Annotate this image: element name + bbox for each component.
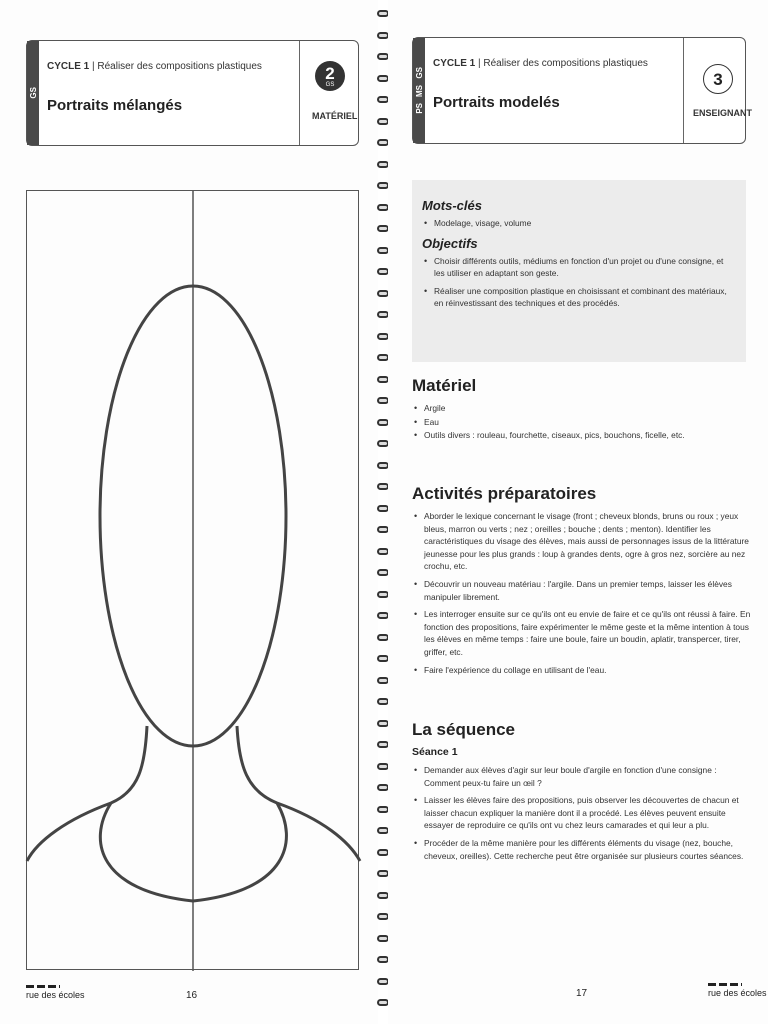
list-item: • Laisser les élèves faire des propositions, puis observer les découvertes de chacun et laisser chacun expliquer la manière dont il a procédé. Les élèves peuvent ensuite essayer de reproduire ce qu'ils ont vu chez leurs camarades et qui leur a plu. bbox=[412, 794, 752, 832]
list-item: • Outils divers : rouleau, fourchette, ciseaux, pics, bouchons, ficelle, etc. bbox=[412, 429, 752, 442]
header-divider bbox=[299, 41, 300, 145]
activities-section bbox=[412, 484, 752, 681]
right-page bbox=[388, 0, 768, 1024]
header-divider bbox=[683, 38, 684, 143]
cycle-domain: | Réaliser des compositions plastiques bbox=[475, 58, 648, 69]
sheet-title: Portraits mélangés bbox=[47, 97, 183, 114]
cycle-label bbox=[47, 61, 262, 72]
footer-brand-logo: rue des écoles bbox=[26, 985, 85, 1000]
neck-shoulder-right bbox=[237, 726, 360, 861]
level-band bbox=[27, 41, 39, 145]
list-item: • Eau bbox=[412, 416, 752, 429]
keywords-section bbox=[422, 198, 736, 230]
sheet-number: 3 bbox=[713, 69, 723, 89]
sheet-type: ENSEIGNANT bbox=[693, 108, 753, 118]
session-heading: Séance 1 bbox=[412, 746, 458, 758]
cycle-name: CYCLE 1 bbox=[433, 58, 476, 69]
list-item: • Choisir différents outils, médiums en fonction d'un projet ou d'une consigne, et les utiliser en adaptant son geste. bbox=[422, 255, 736, 280]
sequence-section bbox=[412, 720, 752, 867]
level-label: MS bbox=[414, 84, 424, 97]
level-band bbox=[413, 38, 425, 143]
list-item: • Les interroger ensuite sur ce qu'ils ont eu envie de faire et ce qu'ils ont réussi à faire. En fonction des propositions, faire expérimenter le même geste et la même intention à tous les élèves en même temps : faire une boule, faire un boudin, aplatir, transpercer, tirer, griffer, etc. bbox=[412, 608, 752, 658]
keywords-objectives-box bbox=[412, 180, 746, 362]
list-item: • Procéder de la même manière pour les différents éléments du visage (nez, bouche, cheveux, oreilles). Cette recherche peut être organisée sur plusieurs courtes séances. bbox=[412, 837, 752, 862]
sheet-title: Portraits modelés bbox=[433, 94, 560, 111]
neck-shoulder-left bbox=[27, 726, 147, 861]
list-item: • Faire l'expérience du collage en utilisant de l'eau. bbox=[412, 664, 752, 677]
list-item: • Demander aux élèves d'agir sur leur boule d'argile en fonction d'une consigne : Comment peux-tu faire un œil ? bbox=[412, 764, 752, 789]
sheet-number-badge bbox=[315, 61, 345, 91]
portrait-template-frame bbox=[26, 190, 359, 970]
sheet-type: MATÉRIEL bbox=[312, 111, 358, 121]
footer-brand-logo: rue des écoles bbox=[708, 983, 767, 998]
list-item: • Réaliser une composition plastique en choisissant et combinant des matériaux, en réinvestissant des techniques et des procédés. bbox=[422, 285, 736, 310]
page-number: 17 bbox=[576, 988, 588, 999]
activities-heading: Activités préparatoires bbox=[412, 484, 597, 503]
page-number: 16 bbox=[186, 990, 198, 1001]
objectives-section bbox=[422, 236, 736, 310]
sheet-number-badge bbox=[703, 64, 733, 94]
sheet-level: GS bbox=[325, 81, 335, 88]
right-header bbox=[412, 37, 753, 144]
left-page bbox=[0, 0, 378, 1024]
list-item: • Argile bbox=[412, 402, 752, 415]
level-label: PS bbox=[414, 102, 424, 114]
list-item: • Découvrir un nouveau matériau : l'argile. Dans un premier temps, laisser les élèves manipuler librement. bbox=[412, 578, 752, 603]
cycle-label bbox=[433, 58, 648, 69]
portrait-outline-drawing bbox=[27, 191, 360, 971]
objectives-heading: Objectifs bbox=[422, 235, 478, 251]
materiel-heading: Matériel bbox=[412, 376, 477, 395]
level-label: GS bbox=[28, 87, 38, 99]
list-item: • Aborder le lexique concernant le visage (front ; cheveux blonds, bruns ou roux ; yeux bleus, marron ou verts ; nez ; oreilles ; bouche ; dents ; menton). Identifier les caractéristiques du visage des élèves, mais aussi de personnages issus de la littérature jeunesse pour les plus grands : loup à grandes dents, ogre à gros nez, sorcière au nez crochu, etc. bbox=[412, 510, 752, 573]
sheet-number: 2 bbox=[325, 63, 335, 83]
left-header bbox=[26, 40, 359, 146]
list-item: • Modelage, visage, volume bbox=[422, 217, 736, 230]
keywords-heading: Mots-clés bbox=[422, 198, 482, 213]
cycle-domain: | Réaliser des compositions plastiques bbox=[89, 61, 262, 72]
level-label: GS bbox=[414, 67, 424, 79]
cycle-name: CYCLE 1 bbox=[47, 61, 90, 72]
sequence-heading: La séquence bbox=[412, 720, 515, 739]
materiel-section bbox=[412, 376, 752, 443]
